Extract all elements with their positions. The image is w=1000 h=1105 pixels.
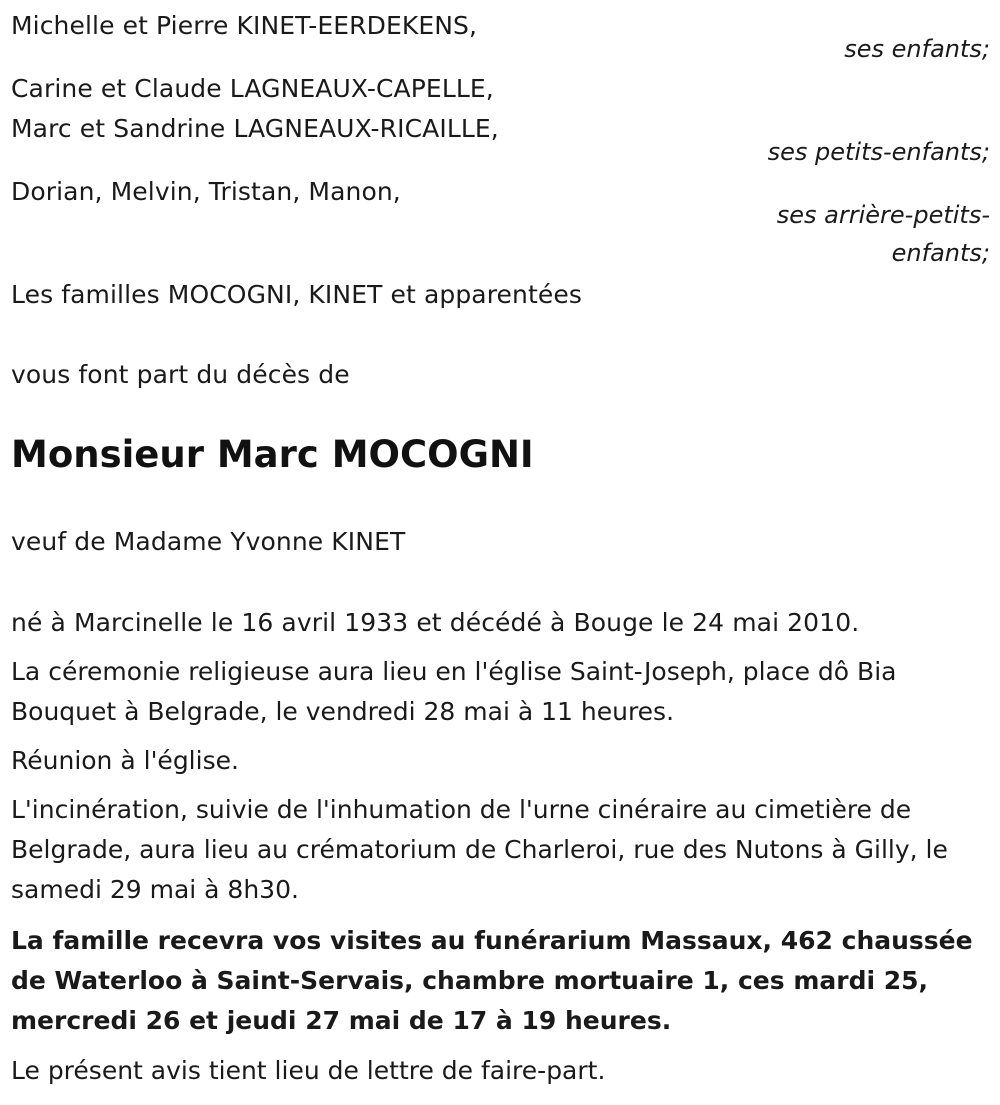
families-line: Les familles MOCOGNI, KINET et apparentées	[11, 280, 582, 309]
grandchildren-line-1: Carine et Claude LAGNEAUX-CAPELLE,	[11, 74, 494, 103]
grandchildren-role: ses petits-enfants;	[767, 138, 990, 166]
grandchildren-line-2: Marc et Sandrine LAGNEAUX-RICAILLE,	[11, 114, 499, 143]
birth-death-line: né à Marcinelle le 16 avril 1933 et décédé à Bouge le 24 mai 2010.	[11, 608, 860, 637]
deceased-name: Monsieur Marc MOCOGNI	[11, 433, 534, 476]
children-names: Michelle et Pierre KINET-EERDEKENS,	[11, 11, 478, 40]
widower-line: veuf de Madame Yvonne KINET	[11, 527, 406, 556]
ceremony-paragraph: La céremonie religieuse aura lieu en l'église Saint-Joseph, place dô Bia Bouquet à Belgrade, le vendredi 28 mai à 11 heures.	[11, 657, 897, 726]
closing-line: Le présent avis tient lieu de lettre de faire-part.	[11, 1056, 606, 1085]
announcement-line: vous font part du décès de	[11, 360, 350, 389]
cremation-paragraph: L'incinération, suivie de l'inhumation de l'urne cinéraire au cimetière de Belgrade, aura lieu au crématorium de Charleroi, rue des Nutons à Gilly, le samedi 29 mai à 8h30.	[11, 795, 948, 904]
great-grandchildren-names: Dorian, Melvin, Tristan, Manon,	[11, 177, 401, 206]
great-grandchildren-role: ses arrière-petits-enfants;	[776, 201, 990, 267]
meeting-paragraph: Réunion à l'église.	[11, 746, 239, 775]
children-role: ses enfants;	[844, 35, 990, 63]
visits-paragraph: La famille recevra vos visites au funérarium Massaux, 462 chaussée de Waterloo à Saint-Servais, chambre mortuaire 1, ces mardi 25, mercredi 26 et jeudi 27 mai de 17 à 19 heures.	[11, 926, 973, 1035]
